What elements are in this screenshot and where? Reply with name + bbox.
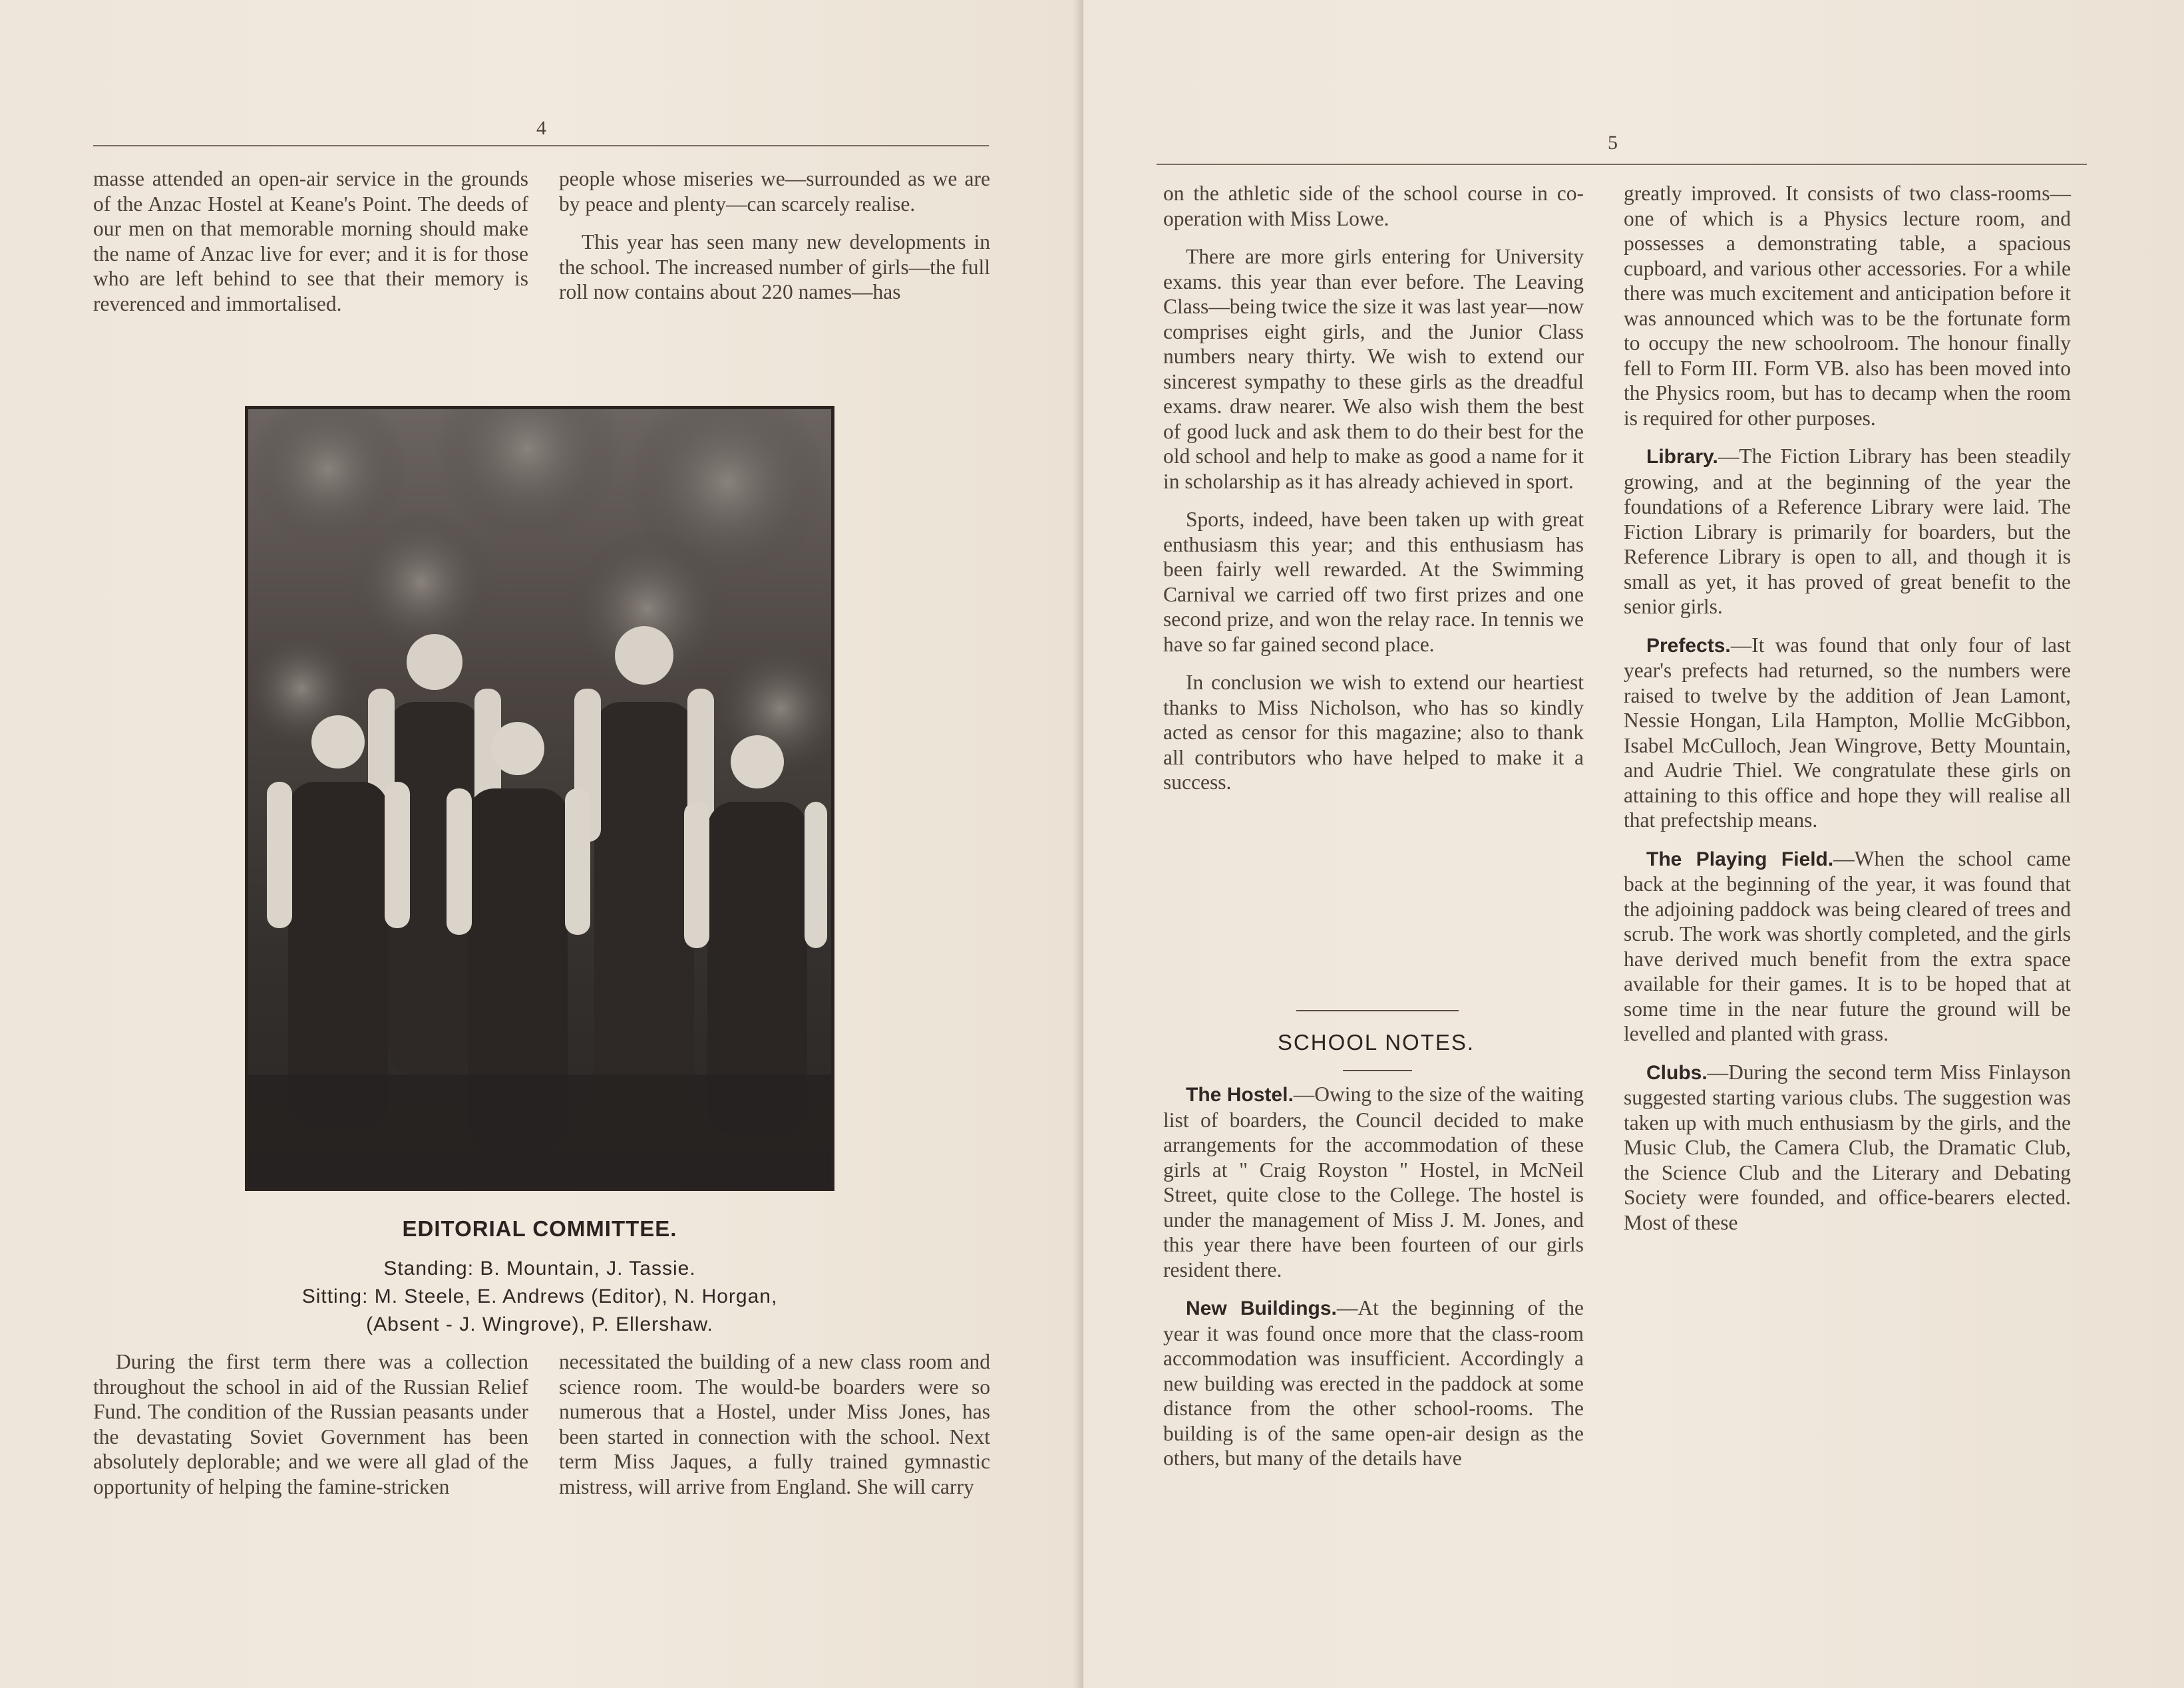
clubs-paragraph (1624, 1060, 2071, 1236)
group-photograph (245, 406, 834, 1191)
column-text (93, 166, 528, 316)
paragraph-text: —When the school came back at the beginning of the year, it was found that the adjoining paddock was being cleared of trees and scrub. The work was shortly completed, and the girls have derived much benefit from the extra space available for their games. It is to be hoped that at some time in the near future the ground will be levelled and planted with grass. (1624, 846, 2072, 1045)
paragraph: There are more girls entering for University exams. this year than ever before. The Leaving Class—being twice the size it was last year—now comprises eight girls, and the Junior Class numbers neary thirty. We wish to extend our sincerest sympathy to these girls as the dreadful exams. draw nearer. We also wish them the best of good luck and ask them to do their best for the old school and help to make as good a name for it in scholarship as it has already achieved in sport. (1163, 245, 1584, 493)
paragraph-text: —It was found that only four of last year's prefects had returned, so the numbers were raised to twelve by the addition of Jean Lamont, Nessie Hongan, Lila Hampton, Mollie McGibbon, Isabel McCulloch, Jean Wingrove, Betty Mountain, and Audrie Thiel. We congratulate these girls on attaining to this office and hope they will realise all that prefectship means. (1624, 633, 2071, 832)
section-divider (1343, 1070, 1412, 1071)
header-rule (93, 145, 989, 146)
paragraph: on the athletic side of the school course in co-operation with Miss Lowe. (1163, 182, 1584, 230)
paragraph: necessitated the building of a new class room and science room. The would-be boarders were so numerous that a Hostel, under Miss Jones, has been started in connection with the school. Next term Miss Jaques, a fully trained gymnastic mistress, will arrive from England. She will carry (559, 1350, 990, 1498)
paragraph: masse attended an open-air service in the grounds of the Anzac Hostel at Keane's Point. The deeds of our men on that memorable morning should make the name of Anzac live for ever; and it is for those who are left behind to see that their memory is reverenced and immortalised. (93, 167, 528, 315)
paragraph: In conclusion we wish to extend our heartiest thanks to Miss Nicholson, who has so kindly acted as censor for this magazine; also to thank all contributors who have helped to make it a success. (1163, 671, 1584, 794)
column-text (559, 1349, 990, 1499)
header-rule (1157, 164, 2087, 165)
prefects-paragraph (1624, 633, 2071, 833)
column-text (1163, 1082, 1584, 1471)
column-text (559, 166, 990, 305)
paragraph: Sports, indeed, have been taken up with great enthusiasm this year; and this enthusiasm has been fairly well rewarded. At the Swimming Carnival we carried off two first prizes and one second prize, and won the relay race. In tennis we have so far gained second place. (1163, 508, 1584, 656)
left-page (0, 0, 1083, 1688)
paragraph-text: —Owing to the size of the waiting list of boarders, the Council decided to make arrangements for the accommodation of these girls at " Craig Royston " Hostel, in McNeil Street, quite close to the College. The hostel is under the management of Miss J. M. Jones, and this year there have been fourteen of our girls resident there. (1163, 1083, 1584, 1281)
paragraph: This year has seen many new developments in the school. The increased number of girls—the full roll now contains about 220 names—has (559, 230, 990, 303)
paragraph: greatly improved. It consists of two class-rooms—one of which is a Physics lecture room, and possesses a demonstrating table, a spacious cupboard, and various other accessories. For a while there was much excitement and anticipation before it was announced which was to be the fortunate form to occupy the new schoolroom. The honour finally fell to Form III. Form VB. also has been moved into the Physics room, but has to decamp when the room is required for other purposes. (1624, 182, 2071, 430)
column-text (1163, 181, 1584, 795)
run-in-heading: The Hostel. (1186, 1084, 1294, 1106)
photograph-image (248, 409, 831, 1188)
run-in-heading: Prefects. (1646, 634, 1731, 657)
section-title: SCHOOL NOTES. (1277, 1030, 1475, 1055)
paragraph-text: —At the beginning of the year it was found once more that the class-room accommodation was insufficient. Accordingly a new building was erected in the paddock at some distance from the other school-rooms. The building is of the same open-air design as the others, but many of the details have (1163, 1296, 1584, 1470)
photo-caption-sitting: Sitting: M. Steele, E. Andrews (Editor), N. Horgan, (301, 1285, 778, 1307)
page-number: 4 (536, 117, 546, 139)
run-in-heading: The Playing Field. (1646, 848, 1834, 870)
playing-field-paragraph (1624, 846, 2071, 1047)
run-in-heading: Clubs. (1646, 1061, 1708, 1084)
paragraph: people whose miseries we—surrounded as we are by peace and plenty—can scarcely realise. (559, 167, 990, 216)
column-text (93, 1349, 528, 1499)
paragraph: During the first term there was a collection throughout the school in aid of the Russian Relief Fund. The condition of the Russian peasants under the devastating Soviet Government has been absolutely deplorable; and we were all glad of the opportunity of helping the famine-stricken (93, 1350, 528, 1498)
photo-caption-absent: (Absent - J. Wingrove), P. Ellershaw. (366, 1313, 713, 1335)
page-number: 5 (1608, 132, 1618, 154)
run-in-heading: New Buildings. (1186, 1297, 1337, 1319)
hostel-paragraph (1163, 1082, 1584, 1282)
photo-caption-standing: Standing: B. Mountain, J. Tassie. (383, 1258, 696, 1279)
library-paragraph (1624, 444, 2071, 619)
paragraph-text: —During the second term Miss Finlayson suggested starting various clubs. The suggestion was taken up with much enthusiasm by the girls, and the Music Club, the Camera Club, the Dramatic Club, the Science Club and the Literary and Debating Society were founded, and office-bearers elected. Most of these (1624, 1060, 2071, 1234)
paragraph-text: —The Fiction Library has been steadily growing, and at the beginning of the year the foundations of a Reference Library were laid. The Fiction Library is primarily for boarders, but the Reference Library is open to all, and though it is small as yet, it has proved of great benefit to the senior girls. (1624, 444, 2071, 618)
section-divider (1296, 1010, 1459, 1011)
run-in-heading: Library. (1646, 446, 1718, 468)
photo-caption-title: EDITORIAL COMMITTEE. (402, 1216, 677, 1241)
column-text (1624, 181, 2071, 1235)
new-buildings-paragraph (1163, 1295, 1584, 1471)
